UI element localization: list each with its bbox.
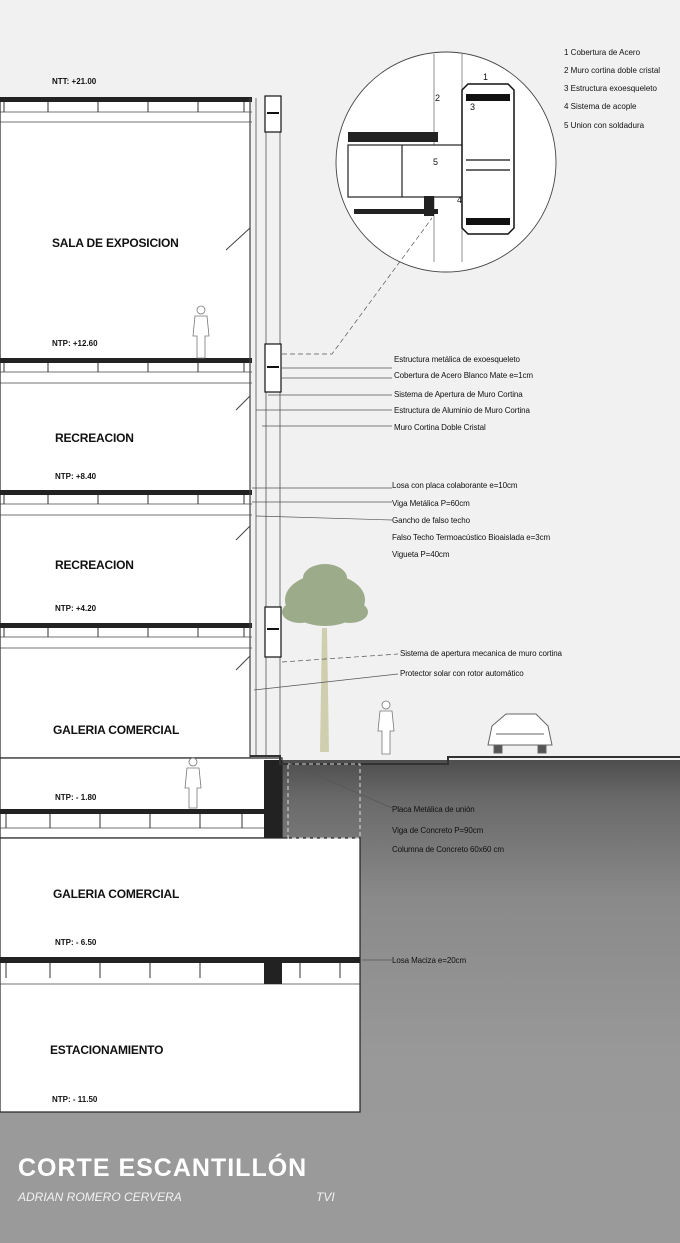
exoskeleton-connectors [265, 96, 281, 657]
annotation-composite-slab: Losa con placa colaborante e=10cm [392, 481, 518, 490]
basement-mass-1 [0, 758, 282, 838]
legend-item-1: 1 Cobertura de Acero [564, 48, 641, 57]
car [488, 714, 552, 753]
level-ntp-minus-1-80: NTP: - 1.80 [55, 793, 97, 802]
ground-line [250, 756, 680, 764]
room-recreacion-1: RECREACION [55, 431, 134, 445]
room-galeria-comercial-2: GALERIA COMERCIAL [53, 887, 180, 901]
legend-item-3: 3 Estructura exoesqueleto [564, 84, 657, 93]
detail-number-4: 4 [457, 195, 463, 205]
room-galeria-comercial-1: GALERIA COMERCIAL [53, 723, 180, 737]
room-estacionamiento: ESTACIONAMIENTO [50, 1043, 164, 1057]
upper-building-mass [0, 98, 250, 758]
level-ntp-minus-6-50: NTP: - 6.50 [55, 938, 97, 947]
annotation-acoustic-ceiling: Falso Techo Termoacústico Bioaislada e=3cm [392, 533, 551, 542]
palm-tree [282, 564, 368, 752]
concrete-column [264, 760, 282, 838]
level-ntp-8-40: NTP: +8.40 [55, 472, 97, 481]
level-ntp-12-60: NTP: +12.60 [52, 339, 98, 348]
author-name: ADRIAN ROMERO CERVERA [18, 1190, 182, 1204]
level-ntt-top: NTT: +21.00 [52, 77, 97, 86]
annotation-double-glass-wall: Muro Cortina Doble Cristal [394, 423, 486, 432]
annotation-aluminium-structure: Estructura de Aluminio de Muro Cortina [394, 406, 530, 415]
room-recreacion-2: RECREACION [55, 558, 134, 572]
legend-item-5: 5 Union con soldadura [564, 121, 645, 130]
course-code: TVI [316, 1190, 335, 1204]
curtain-wall [250, 98, 280, 758]
detail-circle [336, 52, 556, 272]
annotation-ceiling-hook: Gancho de falso techo [392, 516, 470, 525]
annotation-steel-cover: Cobertura de Acero Blanco Mate e=1cm [394, 371, 533, 380]
annotation-joist: Vigueta P=40cm [392, 550, 450, 559]
annotation-exoskeleton-structure: Estructura metálica de exoesqueleto [394, 355, 520, 364]
room-sala-de-exposicion: SALA DE EXPOSICION [52, 236, 179, 250]
detail-number-3: 3 [470, 102, 476, 112]
detail-number-5: 5 [433, 157, 439, 167]
annotation-curtain-opening-system: Sistema de Apertura de Muro Cortina [394, 390, 523, 399]
detail-number-2: 2 [435, 93, 441, 103]
concrete-column-lower [264, 958, 282, 984]
level-ntp-4-20: NTP: +4.20 [55, 604, 97, 613]
legend-item-4: 4 Sistema de acople [564, 102, 637, 111]
annotation-sun-protector: Protector solar con rotor automático [400, 669, 524, 678]
legend-item-2: 2 Muro cortina doble cristal [564, 66, 661, 75]
human-figure-3 [378, 701, 394, 754]
annotation-steel-beam: Viga Metálica P=60cm [392, 499, 470, 508]
annotation-solid-slab: Losa Maciza e=20cm [392, 956, 467, 965]
level-ntp-minus-11-50: NTP: - 11.50 [52, 1095, 98, 1104]
foundation-outline [288, 764, 360, 838]
annotation-steel-plate: Placa Metálica de unión [392, 805, 475, 814]
drawing-title: CORTE ESCANTILLÓN [18, 1154, 308, 1182]
annotation-concrete-column: Columna de Concreto 60x60 cm [392, 845, 504, 854]
annotation-mechanical-opening: Sistema de apertura mecanica de muro cortina [400, 649, 562, 658]
detail-number-1: 1 [483, 72, 489, 82]
basement-mass-2 [0, 838, 360, 1112]
annotation-concrete-beam: Viga de Concreto P=90cm [392, 826, 484, 835]
